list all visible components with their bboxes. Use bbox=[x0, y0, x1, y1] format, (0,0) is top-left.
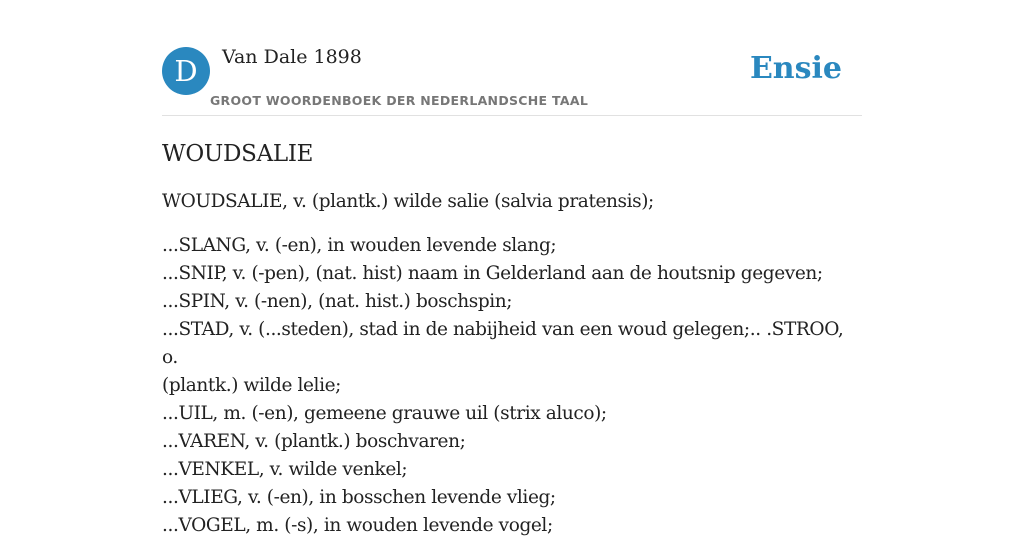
entry-line: ...SNIP, v. (-pen), (nat. hist) naam in Gelderland aan de houtsnip gegeven; bbox=[162, 263, 823, 284]
entry-line: ...VAREN, v. (plantk.) boschvaren; bbox=[162, 431, 466, 452]
entry-line: ...VOGEL, m. (-s), in wouden levende vogel; bbox=[162, 515, 553, 536]
entry-line: ...VLIEG, v. (-en), in bosschen levende vlieg; bbox=[162, 487, 556, 508]
entry-lines bbox=[162, 232, 862, 540]
entry-line: (plantk.) wilde lelie; bbox=[162, 375, 341, 396]
entry-line: ...STAD, v. (...steden), stad in de nabijheid van een woud gelegen;.. .STROO, o. bbox=[162, 319, 844, 368]
ensie-brand-link[interactable]: Ensie bbox=[749, 51, 842, 86]
entry-line: ...UIL, m. (-en), gemeene grauwe uil (strix aluco); bbox=[162, 403, 607, 424]
site-header bbox=[162, 46, 862, 116]
dictionary-subtitle: GROOT WOORDENBOEK DER NEDERLANDSCHE TAAL bbox=[210, 93, 589, 108]
entry-title: WOUDSALIE bbox=[162, 141, 314, 167]
entry-line: ...SPIN, v. (-nen), (nat. hist.) boschspin; bbox=[162, 291, 513, 312]
entry-intro: WOUDSALIE, v. (plantk.) wilde salie (salvia pratensis); bbox=[162, 191, 654, 212]
entry-content bbox=[162, 138, 862, 540]
entry-line: ...SLANG, v. (-en), in wouden levende slang; bbox=[162, 235, 557, 256]
entry-line: ...VENKEL, v. wilde venkel; bbox=[162, 459, 408, 480]
dictionary-logo[interactable]: D bbox=[162, 47, 210, 95]
dictionary-title[interactable]: Van Dale 1898 bbox=[222, 46, 362, 68]
